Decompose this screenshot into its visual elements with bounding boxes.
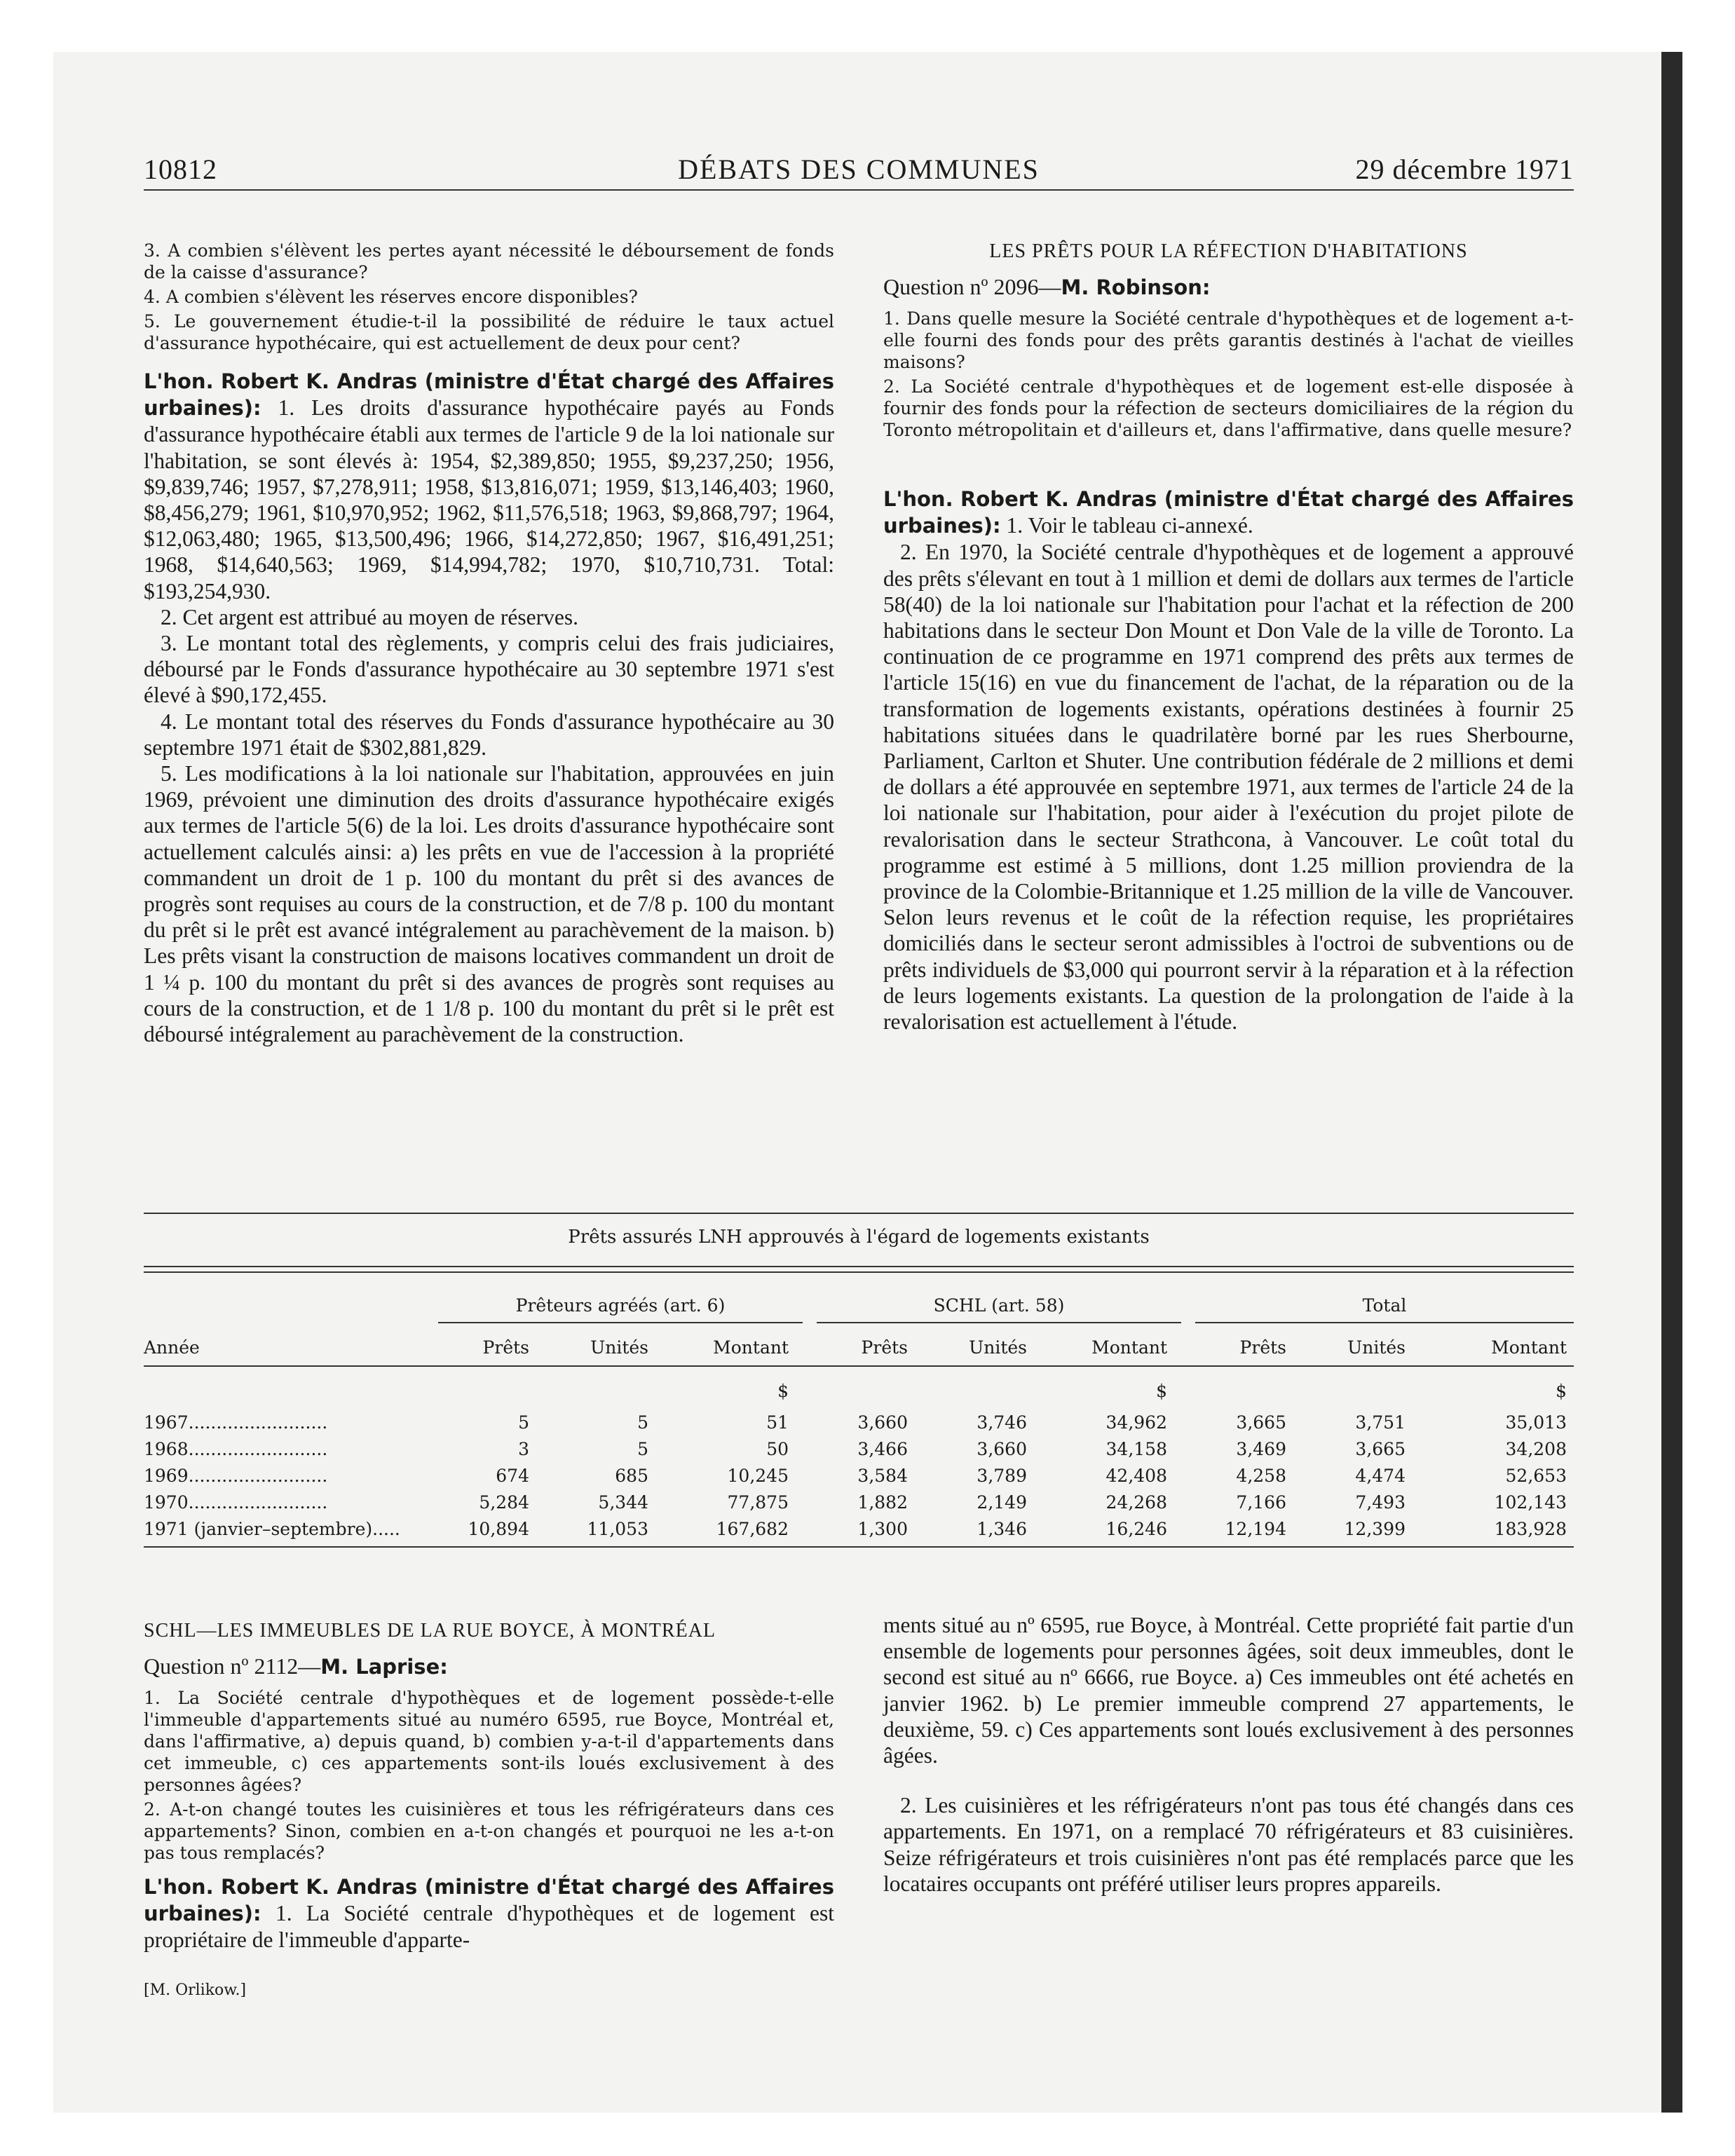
col-header: Prêts xyxy=(482,1337,529,1358)
speaker-reference: [M. Orlikow.] xyxy=(144,1981,247,1999)
leader-dots: ......................... xyxy=(188,1492,328,1513)
leader-dots: ......................... xyxy=(188,1466,328,1486)
page-number: 10812 xyxy=(144,153,217,185)
table-row-year xyxy=(144,1492,327,1513)
table-row-year xyxy=(144,1439,327,1459)
answer-text: 1. Les droits d'assurance hypothécaire payés au Fonds d'assurance hypothécaire établi aux termes de l'article 9 de la loi nationale sur l'habitation, se sont élevés à: 1954, $2,389,850; 1955, $9,237,250; 1956, $9,839,746; 1957, $7,278,911; 1958, $13,816,071; 1959, $13,146,403; 1960, $8,456,279; 1961, $10,970,952; 1962, $11,576,518; 1963, $9,868,797; 1964, $12,063,480; 1965, $13,500,496; 1966, $14,272,850; 1967, $16,491,251; 1968, $14,640,563; 1969, $14,994,782; 1970, $10,710,731. Total: $193,254,930. xyxy=(144,395,834,603)
table-cell: 4,474 xyxy=(1355,1466,1406,1486)
col-header: Prêts xyxy=(861,1337,908,1358)
col-header: Montant xyxy=(1091,1337,1167,1358)
header-rule xyxy=(144,1365,1574,1367)
question-label: Question nº 2112— xyxy=(144,1653,321,1679)
table-cell: 183,928 xyxy=(1494,1519,1567,1539)
left-top-column xyxy=(144,240,834,1047)
question-number xyxy=(883,273,1574,301)
year-header: Année xyxy=(144,1337,200,1358)
table-cell: 3,665 xyxy=(1355,1439,1406,1459)
table-cell: 34,962 xyxy=(1105,1412,1167,1433)
table-cell: 11,053 xyxy=(587,1519,648,1539)
table-cell: 12,399 xyxy=(1344,1519,1406,1539)
hansard-page xyxy=(144,147,1574,1999)
question-item: 3. A combien s'élèvent les pertes ayant nécessité le déboursement de fonds de la caisse d'assurance? xyxy=(144,240,834,282)
leader-dots: ..... xyxy=(372,1519,400,1539)
answer-paragraph: 5. Les modifications à la loi nationale sur l'habitation, approuvées en juin 1969, prévoient une diminution des droits d'assurance hypothécaire exigés aux termes de l'article 5(6) de la loi. Les droits d'assurance hypothécaire sont actuellement calculés ainsi: a) les prêts en vue de l'accession à la propriété commandent un droit de 1 p. 100 du montant du prêt si des avances de progrès sont requises au cours de la construction, et de 7/8 p. 100 du montant du prêt si le prêt est avancé intégralement au parachèvement de la maison. b) Les prêts visant la construction de maisons locatives commandent un droit de 1 ¼ p. 100 du montant du prêt si des avances de progrès sont requises au cours de la construction, et de 1 1/8 p. 100 du montant du prêt si le prêt est déboursé intégralement au parachèvement de la construction. xyxy=(144,761,834,1047)
left-bottom-column xyxy=(144,1619,834,1999)
spacer xyxy=(883,1768,1574,1792)
table-cell: 16,246 xyxy=(1105,1519,1167,1539)
question-item: 1. La Société centrale d'hypothèques et de logement possède-t-elle l'immeuble d'appartements situé au numéro 6595, rue Boyce, Montréal et, dans l'affirmative, a) depuis quand, b) combien y-a-t-il d'appartements dans cet immeuble, c) ces appartements sont-ils loués exclusivement à des personnes âgées? xyxy=(144,1688,834,1795)
table-cell: 3,746 xyxy=(977,1412,1027,1433)
question-label: Question nº 2096— xyxy=(883,274,1061,299)
table-cell: 5 xyxy=(518,1412,529,1433)
question-item: 2. La Société centrale d'hypothèques et de logement est-elle disposée à fournir des fonds pour la réfection de secteurs domiciliaires de la région du Toronto métropolitain et d'ailleurs et, dans l'affirmative, dans quelle mesure? xyxy=(883,376,1574,440)
table-cell: 50 xyxy=(766,1439,789,1459)
answer-paragraph: 4. Le montant total des réserves du Fonds d'assurance hypothécaire au 30 septembre 1971 était de $302,881,829. xyxy=(144,709,834,760)
answer-continuation: ments situé au nº 6595, rue Boyce, à Montréal. Cette propriété fait partie d'un ensemble de logements pour personnes âgées, soit deux immeubles, dont le second est situé au nº 6666, rue Boyce. a) Ces immeubles ont été achetés en janvier 1962. b) Le premier immeuble comprend 27 appartements, le deuxième, 59. c) Ces appartements sont loués exclusivement à des personnes âgées. xyxy=(883,1613,1574,1768)
answer-paragraph xyxy=(144,368,834,604)
table-cell: 5,344 xyxy=(598,1492,648,1513)
table-cell: 5 xyxy=(637,1439,648,1459)
table-cell: 167,682 xyxy=(716,1519,789,1539)
spacer xyxy=(883,444,1574,486)
speaker-name: L'hon. Robert K. Andras (ministre d'État chargé des Affaires urbaines): xyxy=(144,369,834,421)
table-cell: 1,882 xyxy=(857,1492,908,1513)
table-cell: 3,789 xyxy=(977,1466,1027,1486)
question-number xyxy=(144,1653,834,1680)
table-cell: 5 xyxy=(637,1412,648,1433)
group-rule xyxy=(1195,1322,1574,1323)
leader-dots: ......................... xyxy=(188,1412,328,1433)
answer-paragraph: 2. Les cuisinières et les réfrigérateurs n'ont pas tous été changés dans ces appartements. En 1971, on a remplacé 70 réfrigérateurs et 83 cuisinières. Seize réfrigérateurs et trois cuisinières n'ont pas été remplacés parce que les locataires occupants ont préféré utiliser leurs propres appareils. xyxy=(883,1793,1574,1896)
page-header xyxy=(144,147,1574,191)
col-header: Montant xyxy=(713,1337,789,1358)
table-cell: 3,665 xyxy=(1236,1412,1286,1433)
question-author: M. Robinson: xyxy=(1061,275,1211,299)
table-cell: 10,894 xyxy=(468,1519,529,1539)
table-top-rule xyxy=(144,1266,1574,1267)
table-cell: 34,158 xyxy=(1105,1439,1167,1459)
speaker-name: L'hon. Robert K. Andras (ministre d'État chargé des Affaires urbaines): xyxy=(144,1875,834,1926)
col-header: Unités xyxy=(590,1337,648,1358)
right-top-column xyxy=(883,240,1574,1035)
table-cell: 12,194 xyxy=(1225,1519,1286,1539)
table-cell: 7,166 xyxy=(1236,1492,1286,1513)
publication-title: DÉBATS DES COMMUNES xyxy=(678,153,1040,185)
answer-text: 1. La Société centrale d'hypothèques et de logement est propriétaire de l'immeuble d'apparte- xyxy=(144,1901,834,1953)
answer-paragraph: 2. En 1970, la Société centrale d'hypothèques et de logement a approuvé des prêts s'élevant en tout à 1 million et demi de dollars aux termes de l'article 58(40) de la loi nationale sur l'habitation pour l'achat et la réfection de 200 habitations dans le secteur Don Mount et Don Vale de la ville de Toronto. La continuation de ce programme en 1971 comprend des prêts aux termes de l'article 15(16) en vue du financement de l'achat, de la réparation ou de la transformation de logements existants, opérations destinées à fournir 25 habitations situées dans le quadrilatère borné par les rues Sherbourne, Parliament, Carlton et Shuter. Une contribution fédérale de 2 millions et demi de dollars a été approuvée en septembre 1971, aux termes de l'article 24 de la loi nationale sur l'habitation, pour aider à l'exécution du projet pilote de revalorisation dans le secteur Strathcona, à Vancouver. Le coût total du programme est estimé à 5 millions, dont 1.25 million proviendra de la province de la Colombie-Britannique et 1.25 million de la ville de Vancouver. Selon leurs revenus et le coût de la réfection requise, les propriétaires domiciliés dans le secteur seront admissibles à l'octroi de subventions ou de prêts individuels de $3,000 qui pourront servir à la réparation et à la réfection de leurs logements existants. La question de la prolongation de l'aide à la revalorisation est actuellement à l'étude. xyxy=(883,540,1574,1035)
table-cell: 52,653 xyxy=(1505,1466,1567,1486)
section-title: LES PRÊTS POUR LA RÉFECTION D'HABITATIONS xyxy=(989,240,1468,262)
group-rule xyxy=(817,1322,1181,1323)
table-cell: 3 xyxy=(518,1439,529,1459)
question-item: 2. A-t-on changé toutes les cuisinières et tous les réfrigérateurs dans ces appartements? Sinon, combien en a-t-on changés et pourquoi ne les a-t-on pas tous remplacés? xyxy=(144,1799,834,1863)
table-cell: 42,408 xyxy=(1105,1466,1167,1486)
publication-date: 29 décembre 1971 xyxy=(1355,153,1574,185)
col-header: Prêts xyxy=(1239,1337,1286,1358)
currency-symbol: $ xyxy=(1556,1381,1567,1401)
table-cell: 102,143 xyxy=(1494,1492,1567,1513)
answer-paragraph xyxy=(883,486,1574,539)
table-row-year xyxy=(144,1466,327,1486)
speaker-name: L'hon. Robert K. Andras (ministre d'État chargé des Affaires urbaines): xyxy=(883,487,1574,538)
year-label: 1969 xyxy=(144,1466,189,1486)
scan-edge-shadow xyxy=(1661,52,1682,2113)
col-header: Montant xyxy=(1491,1337,1567,1358)
table-cell: 7,493 xyxy=(1355,1492,1406,1513)
table-cell: 51 xyxy=(766,1412,789,1433)
table-cell: 685 xyxy=(615,1466,648,1486)
table-cell: 5,284 xyxy=(479,1492,529,1513)
group-rule xyxy=(438,1322,803,1323)
year-label: 1971 (janvier–septembre) xyxy=(144,1519,373,1539)
answer-paragraph: 2. Cet argent est attribué au moyen de réserves. xyxy=(161,604,578,629)
table-bottom-rule xyxy=(144,1546,1574,1548)
table-cell: 34,208 xyxy=(1505,1439,1567,1459)
answer-paragraph xyxy=(144,1874,834,1953)
answer-text: 1. Voir le tableau ci-annexé. xyxy=(1006,513,1253,538)
table-caption: Prêts assurés LNH approuvés à l'égard de logements existants xyxy=(568,1227,1150,1248)
question-item: 4. A combien s'élèvent les réserves encore disponibles? xyxy=(144,287,638,307)
table-row-year xyxy=(144,1412,327,1433)
table-cell: 3,584 xyxy=(857,1466,908,1486)
answer-paragraph: 3. Le montant total des règlements, y compris celui des frais judiciaires, déboursé par le Fonds d'assurance hypothécaire au 30 septembre 1971 s'est élevé à $90,172,455. xyxy=(144,631,834,708)
group-header-schl: SCHL (art. 58) xyxy=(933,1295,1065,1316)
section-title: SCHL—LES IMMEUBLES DE LA RUE BOYCE, À MONTRÉAL xyxy=(144,1620,716,1642)
table-cell: 3,469 xyxy=(1236,1439,1286,1459)
table-cell: 10,245 xyxy=(727,1466,789,1486)
table-row-year xyxy=(144,1519,400,1539)
group-header-lenders: Prêteurs agréés (art. 6) xyxy=(515,1295,726,1316)
question-item: 1. Dans quelle mesure la Société centrale d'hypothèques et de logement a-t-elle fourni des fonds pour des prêts garantis destinés à l'achat de vieilles maisons? xyxy=(883,308,1574,372)
right-bottom-column xyxy=(883,1612,1574,1897)
table-cell: 24,268 xyxy=(1105,1492,1167,1513)
table-cell: 674 xyxy=(496,1466,529,1486)
year-label: 1970 xyxy=(144,1492,189,1513)
table-cell: 1,346 xyxy=(977,1519,1027,1539)
question-author: M. Laprise: xyxy=(320,1655,448,1679)
col-header: Unités xyxy=(969,1337,1027,1358)
leader-dots: ......................... xyxy=(188,1439,328,1459)
col-header: Unités xyxy=(1347,1337,1406,1358)
currency-symbol: $ xyxy=(777,1381,789,1401)
table-cell: 3,466 xyxy=(857,1439,908,1459)
currency-symbol: $ xyxy=(1156,1381,1167,1401)
group-header-total: Total xyxy=(1362,1295,1407,1316)
table-cell: 77,875 xyxy=(727,1492,789,1513)
table-cell: 3,660 xyxy=(857,1412,908,1433)
table-cell: 2,149 xyxy=(977,1492,1027,1513)
table-cell: 4,258 xyxy=(1236,1466,1286,1486)
table-cell: 3,660 xyxy=(977,1439,1027,1459)
question-item: 5. Le gouvernement étudie-t-il la possibilité de réduire le taux actuel d'assurance hypothécaire, qui est actuellement de deux pour cent? xyxy=(144,311,834,353)
year-label: 1967 xyxy=(144,1412,189,1433)
table-top-rule-inner xyxy=(144,1271,1574,1273)
section-divider xyxy=(144,1213,1574,1214)
year-label: 1968 xyxy=(144,1439,189,1459)
table-cell: 3,751 xyxy=(1355,1412,1406,1433)
table-cell: 1,300 xyxy=(857,1519,908,1539)
table-cell: 35,013 xyxy=(1505,1412,1567,1433)
